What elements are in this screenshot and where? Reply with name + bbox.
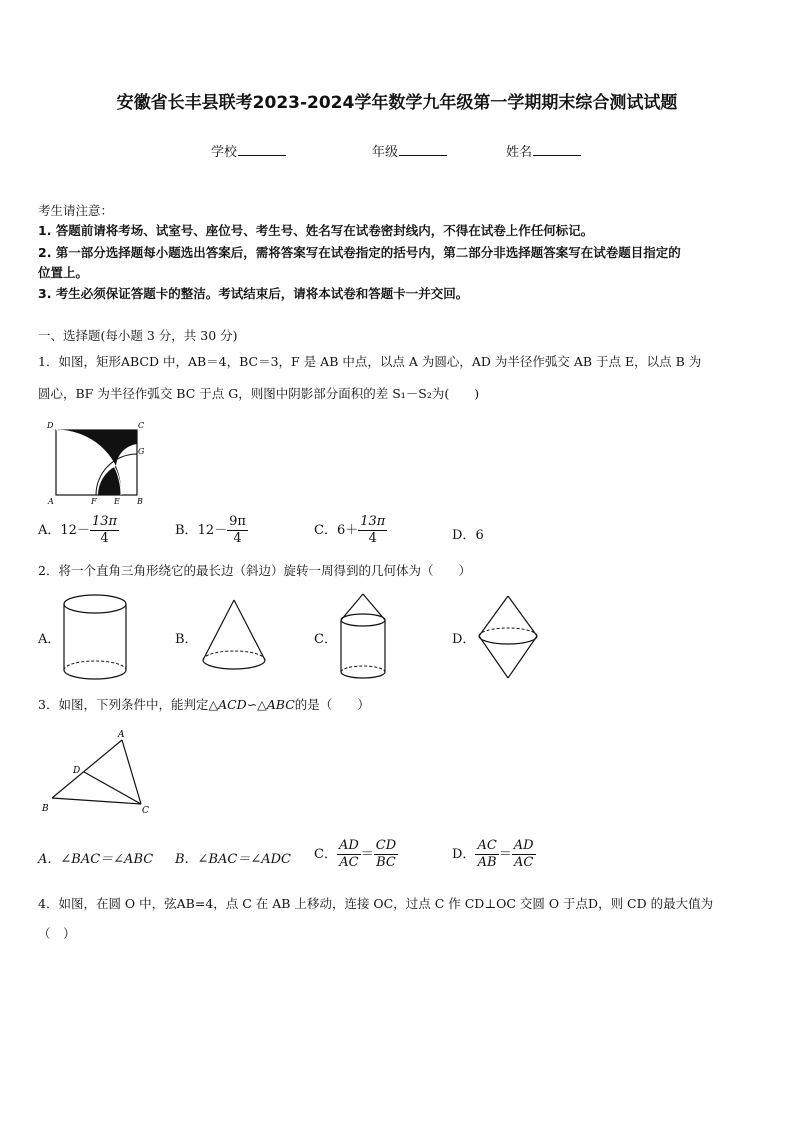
q3-option-a[interactable]: A．∠BAC＝∠ABC <box>38 852 154 867</box>
cylinder-figure[interactable] <box>60 590 132 686</box>
q4-line2: （ ） <box>38 926 76 941</box>
q2-text: 2．将一个直角三角形绕它的最长边（斜边）旋转一周得到的几何体为（ ） <box>38 563 471 578</box>
label-C: C <box>142 806 149 816</box>
notice-item-1: 1. 答题前请将考场、试室号、座位号、考生号、姓名写在试卷密封线内，不得在试卷上作任何标记。 <box>38 223 594 238</box>
label-E: E <box>114 497 120 506</box>
q3-option-b[interactable]: B．∠BAC＝∠ADC <box>175 852 291 867</box>
q1-option-a[interactable]: A．12－ $\frac{13\pi}{4}$ <box>38 514 118 546</box>
q3-text: 3．如图，下列条件中，能判定△ACD∽△ABC的是（ ） <box>38 697 370 712</box>
q2-option-c-label[interactable]: C． <box>314 632 337 647</box>
notice-heading: 考生请注意： <box>38 203 114 218</box>
label-B: B <box>137 497 143 506</box>
notice-item-2: 2. 第一部分选择题每小题选出答案后，需将答案写在试卷指定的括号内，第二部分非选择题答案写在试卷题目指定的 <box>38 245 681 260</box>
q3-option-c[interactable]: C． $\frac{AD}{AC}$ ＝ $\frac{CD}{BC}$ <box>314 838 397 870</box>
school-field <box>211 141 286 160</box>
q1-option-c[interactable]: C．6＋ $\frac{13\pi}{4}$ <box>314 514 386 546</box>
notice-item-3: 3. 考生必须保证答题卡的整洁。考试结束后，请将本试卷和答题卡一并交回。 <box>38 286 469 301</box>
label-D: D <box>73 766 81 776</box>
q2-option-a-label[interactable]: A． <box>38 632 61 647</box>
section-heading: 一、选择题(每小题 3 分，共 30 分) <box>38 328 238 343</box>
label-G: G <box>138 447 145 456</box>
label-C: C <box>138 421 145 430</box>
double-cone-figure[interactable] <box>474 592 544 684</box>
grade-field <box>372 141 447 160</box>
q1-line1: 1．如图，矩形ABCD 中，AB＝4，BC＝3，F 是 AB 中点，以点 A 为圆心，AD 为半径作弧交 AB 于点 E，以点 B 为 <box>38 354 702 369</box>
name-field <box>506 141 581 160</box>
q1-option-b[interactable]: B．12－ $\frac{9\pi}{4}$ <box>175 514 246 546</box>
school-label: 学校 <box>211 145 238 160</box>
q2-option-d-label[interactable]: D． <box>452 632 476 647</box>
cone-on-cylinder-figure[interactable] <box>336 590 396 686</box>
label-A: A <box>118 730 125 740</box>
name-label: 姓名 <box>506 145 533 160</box>
q1-line2: 圆心，BF 为半径作弧交 BC 于点 G，则图中阴影部分面积的差 S₁－S₂为( ) <box>38 386 480 401</box>
q4-line1: 4．如图，在圆 O 中，弦AB=4，点 C 在 AB 上移动，连接 OC，过点 C 作 CD⊥OC 交圆 O 于点D，则 CD 的最大值为 <box>38 896 714 911</box>
cone-figure[interactable] <box>198 594 270 680</box>
q1-figure <box>44 418 154 506</box>
school-blank[interactable] <box>238 143 286 156</box>
exam-title: 安徽省长丰县联考2023-2024学年数学九年级第一学期期末综合测试试题 <box>116 93 678 113</box>
label-A: A <box>48 497 54 506</box>
label-F: F <box>91 497 97 506</box>
notice-item-2-cont: 位置上。 <box>38 265 89 280</box>
grade-blank[interactable] <box>399 143 447 156</box>
q1-option-d[interactable]: D．6 <box>452 528 484 543</box>
q3-triangle-figure <box>38 726 158 818</box>
name-blank[interactable] <box>533 143 581 156</box>
q2-option-b-label[interactable]: B． <box>175 632 198 647</box>
label-B: B <box>42 804 49 814</box>
grade-label: 年级 <box>372 145 399 160</box>
q3-option-d[interactable]: D． $\frac{AC}{AB}$ ＝ $\frac{AD}{AC}$ <box>452 838 534 870</box>
label-D: D <box>47 421 54 430</box>
